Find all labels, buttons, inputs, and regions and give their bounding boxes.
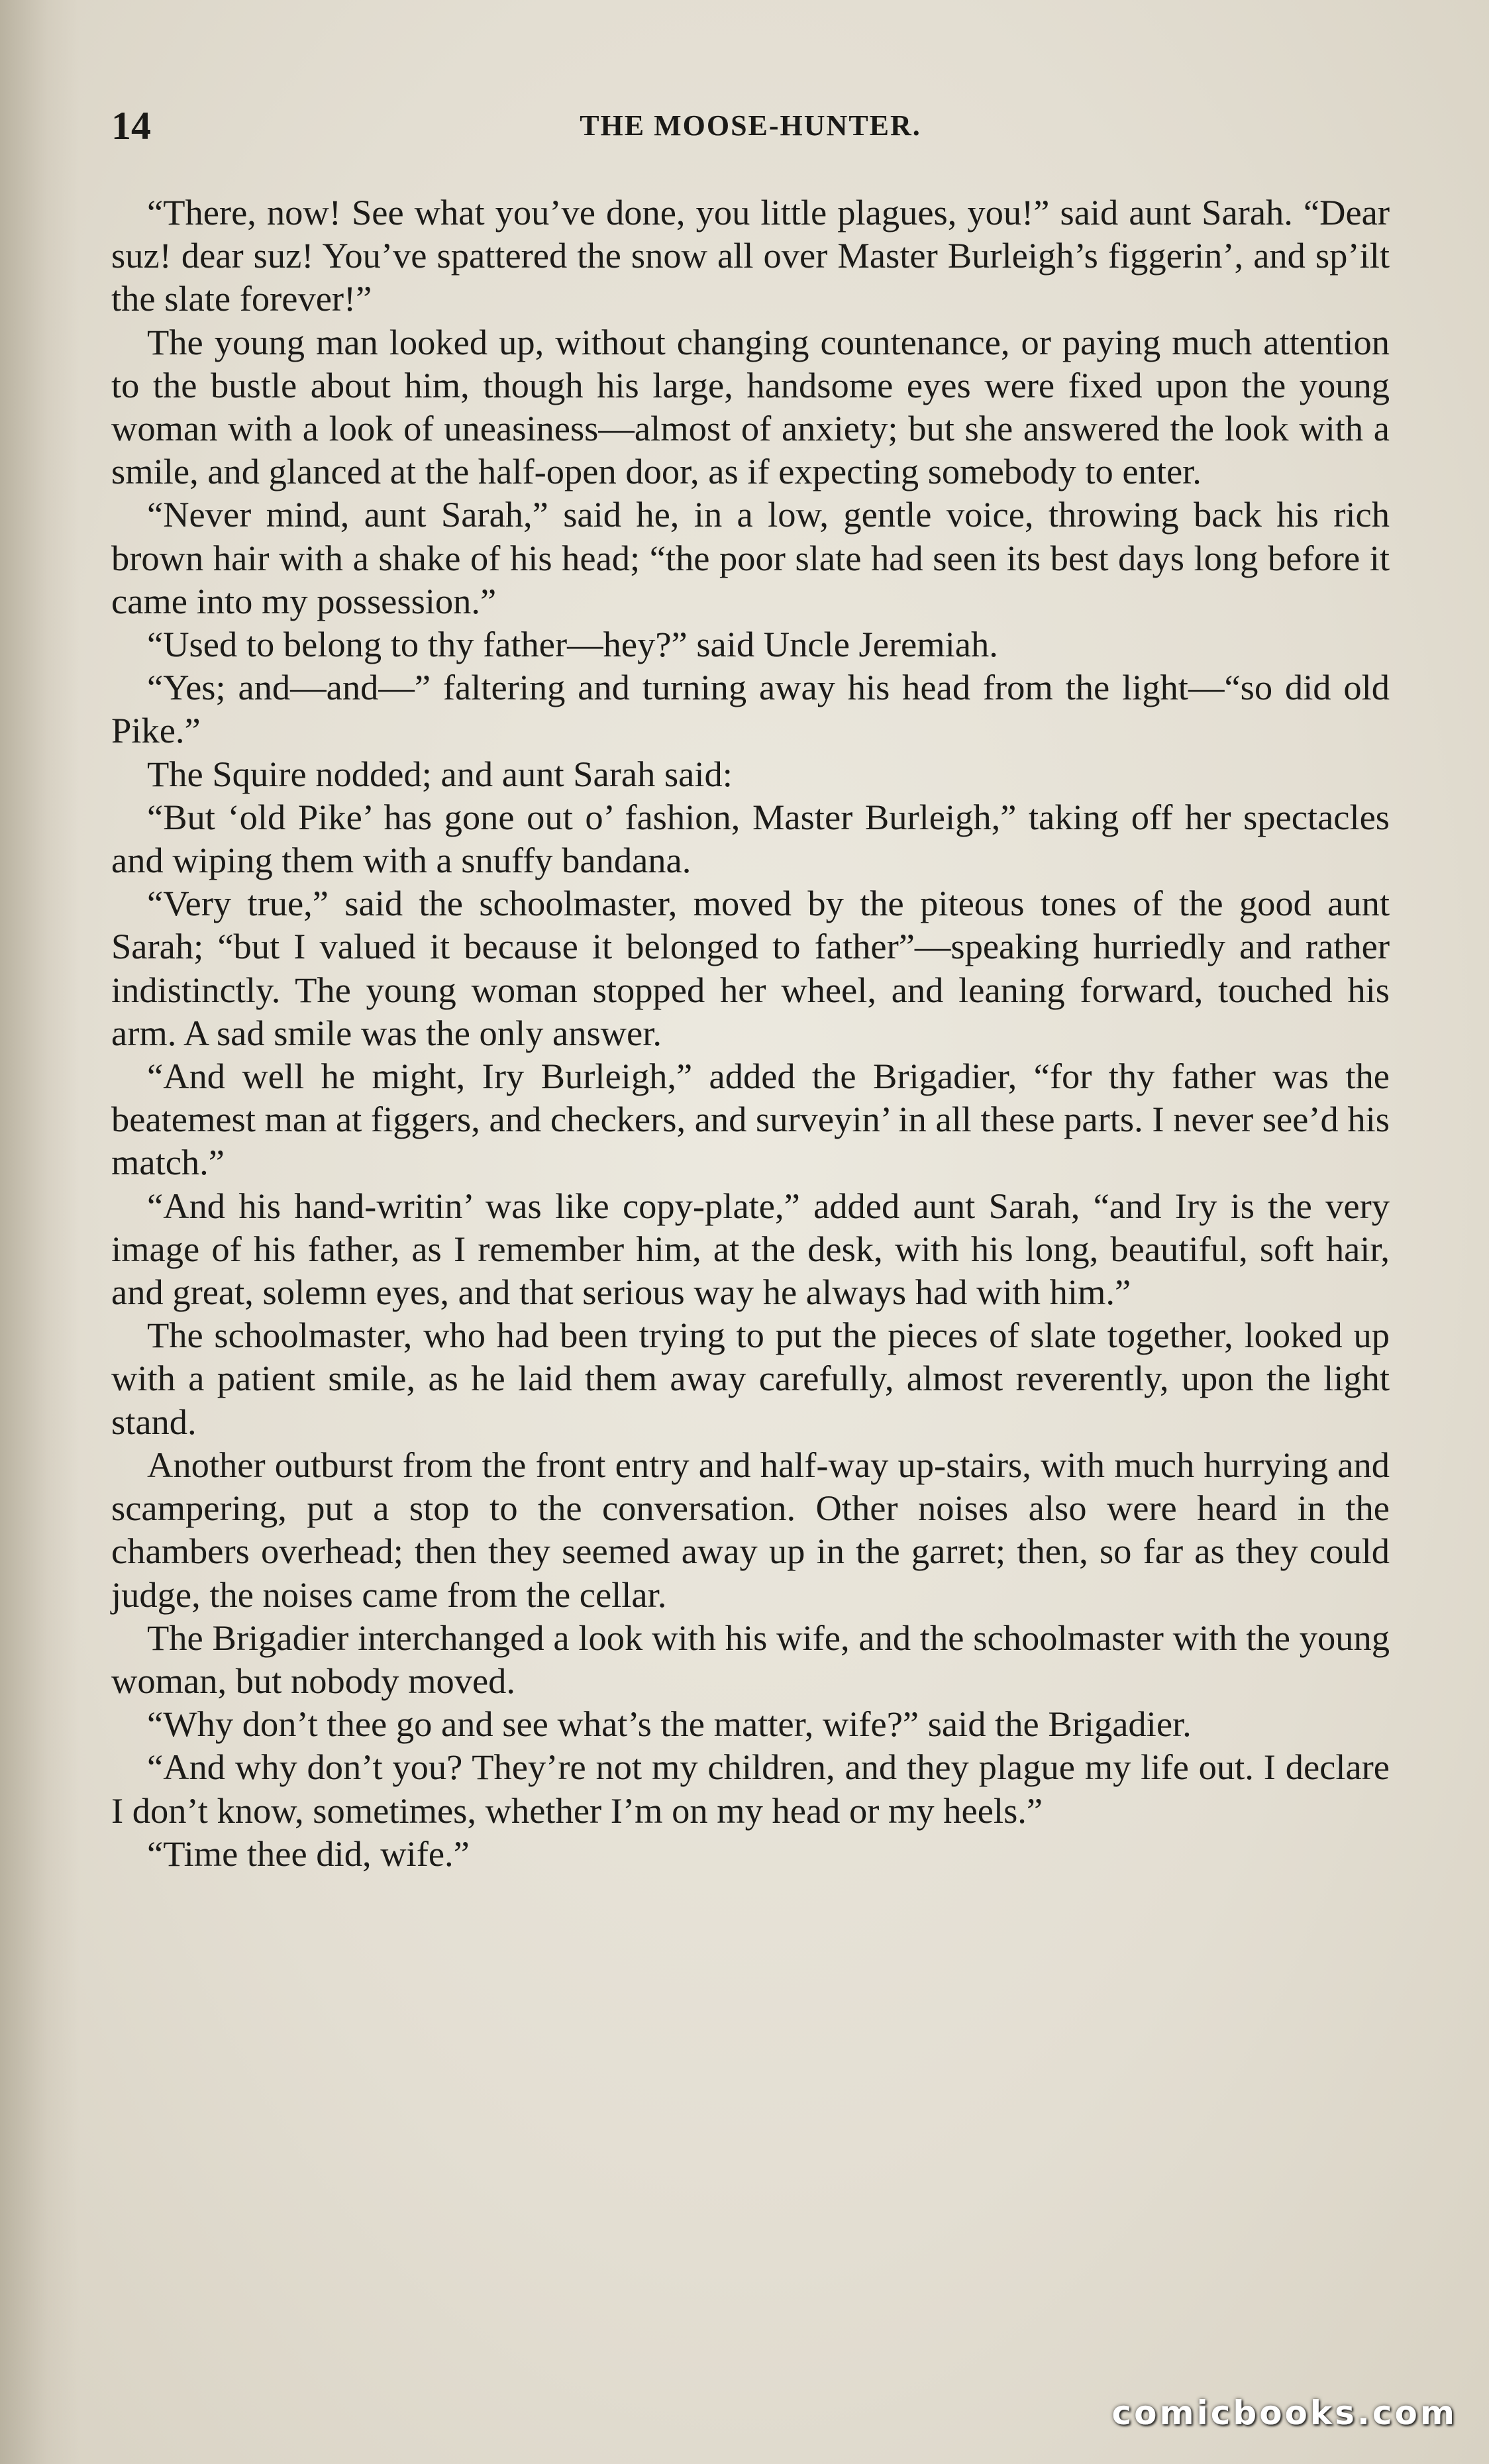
body-text: [111, 191, 1390, 1875]
paragraph: “Why don’t thee go and see what’s the matter, wife?” said the Brigadier.: [147, 1704, 1192, 1745]
running-title: THE MOOSE-HUNTER.: [580, 109, 921, 142]
page-number: 14: [111, 104, 151, 148]
watermark: comicbooks.com: [1111, 2394, 1457, 2432]
paragraph: “Never mind, aunt Sarah,” said he, in a low, gentle voice, throwing back his rich brown hair with a shake of his head; “the poor slate had seen its best days long before it came into my possession.”: [111, 494, 1390, 621]
paragraph: “Very true,” said the schoolmaster, moved by the piteous tones of the good aunt Sarah; “but I valued it because it belonged to father”—speaking hurriedly and rather indistinctly. The young woman stopped her wheel, and leaning forward, touched his arm. A sad smile was the only answer.: [111, 883, 1390, 1053]
paragraph: The schoolmaster, who had been trying to put the pieces of slate together, looked up with a patient smile, as he laid them away carefully, almost reverently, upon the light stand.: [111, 1315, 1390, 1442]
paragraph: “And why don’t you? They’re not my children, and they plague my life out. I declare I don’t know, sometimes, whether I’m on my head or my heels.”: [111, 1747, 1390, 1831]
paragraph: The Brigadier interchanged a look with his wife, and the schoolmaster with the young woman, but nobody moved.: [111, 1617, 1390, 1701]
paragraph: “And his hand-writin’ was like copy-plate,” added aunt Sarah, “and Iry is the very image of his father, as I remember him, at the desk, with his long, beautiful, soft hair, and great, solemn eyes, and that serious way he always had with him.”: [111, 1185, 1390, 1313]
paragraph: “And well he might, Iry Burleigh,” added the Brigadier, “for thy father was the beatemest man at figgers, and checkers, and surveyin’ in all these parts. I never see’d his match.”: [111, 1056, 1390, 1183]
paragraph: “Used to belong to thy father—hey?” said Uncle Jeremiah.: [147, 624, 998, 665]
paragraph: “But ‘old Pike’ has gone out o’ fashion, Master Burleigh,” taking off her spectacles and wiping them with a snuffy bandana.: [111, 796, 1390, 881]
paragraph: “Yes; and—and—” faltering and turning away his head from the light—“so did old Pike.”: [111, 667, 1390, 751]
paragraph: “There, now! See what you’ve done, you little plagues, you!” said aunt Sarah. “Dear suz! dear suz! You’ve spattered the snow all over Master Burleigh’s figgerin’, and sp’ilt the slate forever!”: [111, 192, 1390, 319]
paragraph: “Time thee did, wife.”: [147, 1833, 470, 1874]
spine-shadow: [0, 0, 79, 2464]
paragraph: The young man looked up, without changing countenance, or paying much attention to the bustle about him, though his large, handsome eyes were fixed upon the young woman with a look of uneasiness—almost of anxiety; but she answered the look with a smile, and glanced at the half-open door, as if expecting somebody to enter.: [111, 321, 1390, 492]
paragraph: Another outburst from the front entry and half-way up-stairs, with much hurrying and scampering, put a stop to the conversation. Other noises also were heard in the chambers overhead; then they seemed away up in the garret; then, so far as they could judge, the noises came from the cellar.: [111, 1444, 1390, 1615]
page-header: [111, 99, 1390, 152]
paragraph: The Squire nodded; and aunt Sarah said:: [147, 753, 733, 794]
